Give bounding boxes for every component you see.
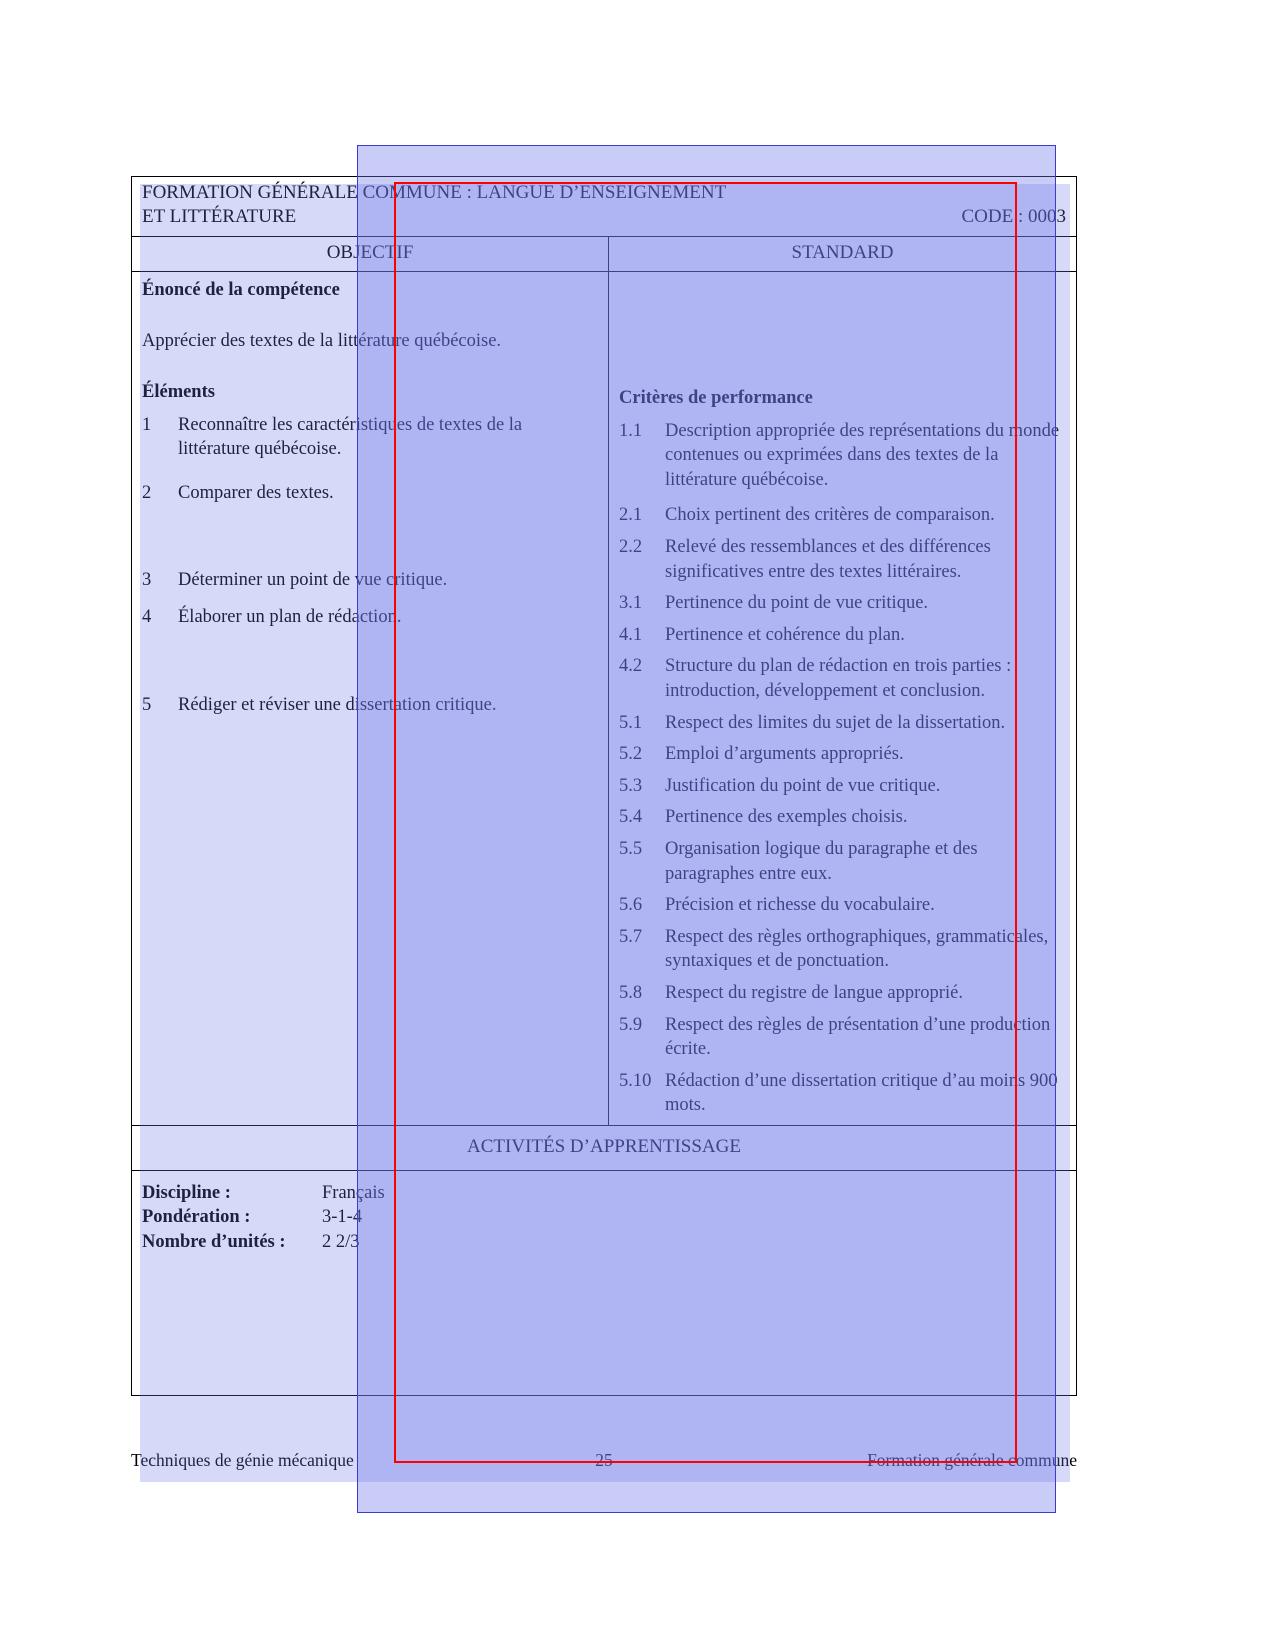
competency-statement: Apprécier des textes de la littérature québécoise.	[142, 330, 502, 351]
element-number: 3	[142, 570, 152, 591]
criterion-number: 5.2	[619, 744, 643, 765]
units-value: 2 2/3	[322, 1232, 360, 1253]
list-item	[619, 981, 1066, 1006]
element-text: Rédiger et réviser une dissertation critique.	[178, 694, 497, 715]
list-item	[619, 805, 1066, 830]
list-item	[619, 1069, 1066, 1118]
competency-label: Énoncé de la compétence	[142, 279, 340, 300]
element-text: Comparer des textes.	[178, 482, 334, 503]
info-row	[142, 1230, 1076, 1255]
criterion-number: 4.1	[619, 624, 643, 645]
criterion-text: Organisation logique du paragraphe et des paragraphes entre eux.	[665, 838, 978, 884]
criterion-text: Respect du registre de langue approprié.	[665, 982, 963, 1003]
criteria-label: Critères de performance	[619, 387, 813, 408]
ponderation-value: 3-1-4	[322, 1207, 363, 1228]
list-item	[619, 503, 1066, 528]
criterion-number: 2.2	[619, 537, 643, 557]
body-columns	[132, 272, 1076, 1126]
list-item	[619, 591, 1066, 616]
list-item	[619, 742, 1066, 767]
criterion-text: Rédaction d’une dissertation critique d’au moins 900 mots.	[665, 1070, 1058, 1116]
list-item	[142, 481, 598, 506]
list-item	[619, 774, 1066, 799]
criterion-number: 5.4	[619, 807, 643, 828]
list-item	[619, 1013, 1066, 1062]
footer-left: Techniques de génie mécanique	[131, 1450, 354, 1470]
criterion-text: Respect des règles de présentation d’une production écrite.	[665, 1014, 1051, 1060]
list-item	[142, 605, 598, 630]
footer-page-number: 25	[595, 1450, 613, 1470]
criterion-number: 5.9	[619, 1014, 643, 1035]
criterion-text: Emploi d’arguments appropriés.	[665, 744, 904, 765]
document-page	[131, 176, 1077, 1396]
elements-label: Éléments	[142, 381, 215, 402]
criterion-text: Respect des limites du sujet de la dissertation.	[665, 712, 1006, 733]
page-header	[132, 177, 1076, 237]
element-number: 2	[142, 482, 152, 503]
criterion-number: 1.1	[619, 420, 643, 441]
criterion-number: 5.5	[619, 838, 643, 859]
criterion-text: Pertinence des exemples choisis.	[665, 807, 908, 828]
list-item	[619, 623, 1066, 648]
element-number: 5	[142, 694, 152, 715]
criterion-text: Pertinence du point de vue critique.	[665, 593, 929, 614]
header-title-line1: FORMATION GÉNÉRALE COMMUNE : LANGUE D’ENSEIGNEMENT	[142, 182, 727, 203]
criterion-number: 4.2	[619, 656, 643, 677]
criterion-number: 3.1	[619, 593, 643, 614]
element-text: Élaborer un plan de rédaction.	[178, 607, 402, 627]
criterion-number: 5.8	[619, 982, 643, 1003]
criterion-text: Respect des règles orthographiques, grammaticales, syntaxiques et de ponctuation.	[665, 926, 1049, 972]
list-item	[619, 535, 1066, 584]
discipline-value: Français	[322, 1182, 385, 1203]
element-number: 1	[142, 414, 152, 435]
page-footer	[131, 1450, 1077, 1471]
criterion-number: 5.10	[619, 1070, 652, 1091]
ponderation-label: Pondération :	[142, 1207, 251, 1228]
criterion-text: Structure du plan de rédaction en trois parties : introduction, développement et conclusion.	[665, 656, 1012, 701]
list-item	[142, 693, 598, 718]
info-row	[142, 1181, 1076, 1206]
list-item	[142, 568, 598, 593]
column-header-standard: STANDARD	[791, 241, 894, 263]
activities-title: ACTIVITÉS D’APPRENTISSAGE	[132, 1126, 1076, 1171]
list-item	[619, 419, 1066, 493]
list-item	[619, 893, 1066, 918]
discipline-label: Discipline :	[142, 1182, 231, 1203]
objective-column	[132, 272, 609, 1125]
criterion-text: Description appropriée des représentations du monde contenues ou exprimées dans des textes de la littérature québécoise.	[665, 420, 1060, 490]
criterion-number: 5.1	[619, 712, 643, 733]
course-info	[132, 1171, 1076, 1433]
element-text: Déterminer un point de vue critique.	[178, 570, 448, 591]
element-number: 4	[142, 607, 152, 627]
criterion-number: 5.7	[619, 926, 643, 947]
criterion-text: Précision et richesse du vocabulaire.	[665, 895, 935, 916]
info-row	[142, 1205, 1076, 1230]
column-header-objectif: OBJECTIF	[132, 237, 609, 271]
header-code: CODE : 0003	[961, 206, 1066, 228]
column-header-row	[132, 237, 1076, 272]
criterion-number: 5.6	[619, 895, 643, 916]
standard-column	[609, 272, 1076, 1125]
footer-right: Formation générale commune	[867, 1450, 1077, 1470]
element-text: Reconnaître les caractéristiques de textes de la littérature québécoise.	[178, 414, 523, 460]
units-label: Nombre d’unités :	[142, 1232, 286, 1253]
criterion-text: Justification du point de vue critique.	[665, 775, 941, 796]
header-title-line2: ET LITTÉRATURE	[142, 206, 297, 228]
criterion-text: Choix pertinent des critères de comparaison.	[665, 505, 995, 526]
list-item	[619, 654, 1066, 703]
criterion-number: 2.1	[619, 505, 643, 526]
list-item	[619, 837, 1066, 886]
list-item	[142, 413, 598, 462]
criterion-number: 5.3	[619, 775, 643, 796]
list-item	[619, 711, 1066, 736]
criterion-text: Pertinence et cohérence du plan.	[665, 624, 905, 645]
criterion-text: Relevé des ressemblances et des différences significatives entre des textes littéraires.	[665, 537, 991, 582]
list-item	[619, 925, 1066, 974]
